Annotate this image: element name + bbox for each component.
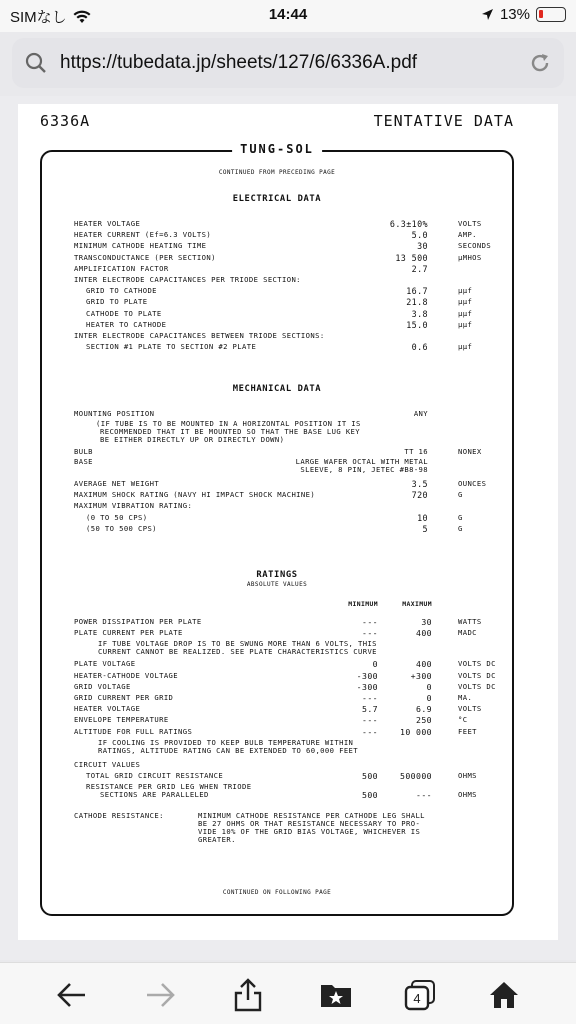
rating-max: 400 <box>416 628 432 639</box>
rating-max: 500000 <box>400 771 432 781</box>
spec-unit: μμf <box>458 308 473 318</box>
reload-icon[interactable] <box>516 38 564 88</box>
spec-label: INTER ELECTRODE CAPACITANCES PER TRIODE SECTION: <box>74 275 301 284</box>
rating-max: 0 <box>426 693 432 703</box>
rating-label: PLATE VOLTAGE <box>74 659 136 669</box>
spec-value: 30 <box>417 241 428 252</box>
spec-label: MOUNTING POSITION <box>74 409 155 418</box>
spec-value: SLEEVE, 8 PIN, JETEC #B8-98 <box>300 465 428 474</box>
rating-label: HEATER VOLTAGE <box>74 704 141 714</box>
spec-label: GRID TO CATHODE <box>86 286 157 296</box>
spec-unit: G <box>458 490 463 500</box>
rating-min: --- <box>362 715 378 726</box>
rating-unit: VOLTS DC <box>458 681 496 691</box>
rating-unit: OHMS <box>458 771 477 780</box>
rating-label: GRID VOLTAGE <box>74 681 131 691</box>
home-icon <box>488 980 520 1010</box>
rating-max: 6.9 <box>416 704 432 715</box>
rating-max: 10 000 <box>400 726 432 737</box>
spec-label: AVERAGE NET WEIGHT <box>74 479 160 488</box>
spec-value: 21.8 <box>406 297 428 308</box>
rating-min: --- <box>362 617 378 627</box>
spec-label: HEATER VOLTAGE <box>74 219 141 228</box>
bookmarks-button[interactable] <box>314 975 358 1015</box>
rating-label: TOTAL GRID CIRCUIT RESISTANCE <box>86 771 224 780</box>
rating-unit: VOLTS DC <box>458 670 496 680</box>
spec-value: 13 500 <box>395 252 428 263</box>
spec-value: LARGE WAFER OCTAL WITH METAL <box>295 457 428 466</box>
data-frame <box>40 142 514 916</box>
spec-value: 3.8 <box>411 308 428 319</box>
rating-max: 250 <box>416 715 432 726</box>
note-line: IF COOLING IS PROVIDED TO KEEP BULB TEMPERATURE WITHIN <box>98 737 354 747</box>
rating-unit: WATTS <box>458 617 482 626</box>
rating-max: 0 <box>426 681 432 692</box>
rating-unit: VOLTS DC <box>458 659 496 669</box>
spec-label: MAXIMUM SHOCK RATING (NAVY HI IMPACT SHOCK MACHINE) <box>74 490 316 500</box>
spec-value: TT 16 <box>404 447 428 456</box>
rating-min: --- <box>362 628 378 639</box>
section-subheading: ABSOLUTE VALUES <box>246 581 308 588</box>
address-bar[interactable] <box>12 38 564 88</box>
tabs-icon <box>403 979 437 1011</box>
spec-value: 0.6 <box>411 342 428 353</box>
battery-icon <box>536 7 566 22</box>
forward-arrow-icon <box>145 982 175 1008</box>
rating-label: ALTITUDE FOR FULL RATINGS <box>74 726 193 736</box>
rating-label: CIRCUIT VALUES <box>74 759 141 769</box>
rating-label: RESISTANCE PER GRID LEG WHEN TRIODE <box>86 782 252 792</box>
section-heading: RATINGS <box>256 570 298 580</box>
tabs-button[interactable] <box>398 975 442 1015</box>
bookmark-folder-icon <box>319 981 353 1009</box>
spec-value: 2.7 <box>411 263 428 274</box>
share-icon <box>233 978 263 1012</box>
note-line: VIDE 10% OF THE GRID BIAS VOLTAGE, WHICHEVER IS <box>198 827 421 837</box>
column-header: MAXIMUM <box>402 600 432 608</box>
rating-min: --- <box>362 693 378 703</box>
data-status: TENTATIVE DATA <box>373 112 514 130</box>
rating-min: -300 <box>356 670 378 681</box>
spec-label: MAXIMUM VIBRATION RATING: <box>74 501 193 511</box>
rating-unit: VOLTS <box>458 704 482 714</box>
note-line: IF TUBE VOLTAGE DROP IS TO BE SWUNG MORE THAN 6 VOLTS, THIS <box>98 639 377 649</box>
spec-label: (50 TO 500 CPS) <box>86 523 157 533</box>
rating-label: SECTIONS ARE PARALLELED <box>100 790 209 800</box>
rating-label: PLATE CURRENT PER PLATE <box>74 628 183 638</box>
spec-label: GRID TO PLATE <box>86 297 148 307</box>
spec-label: INTER ELECTRODE CAPACITANCES BETWEEN TRIODE SECTIONS: <box>74 331 325 340</box>
spec-unit: OUNCES <box>458 479 487 488</box>
rating-unit: °C <box>458 715 468 725</box>
spec-label: CATHODE TO PLATE <box>86 308 162 318</box>
note-line: CURRENT CANNOT BE REALIZED. SEE PLATE CHARACTERISTICS CURVE <box>98 647 377 657</box>
rating-label: GRID CURRENT PER GRID <box>74 693 174 702</box>
spec-unit: G <box>458 523 463 533</box>
back-button[interactable] <box>50 975 94 1015</box>
spec-value: 15.0 <box>406 319 428 330</box>
note-line: BE EITHER DIRECTLY UP OR DIRECTLY DOWN) <box>100 435 285 444</box>
rating-unit: MA. <box>458 693 473 702</box>
spec-value: 5.0 <box>411 230 428 241</box>
note-line: MINIMUM CATHODE RESISTANCE PER CATHODE LEG SHALL <box>198 811 425 821</box>
rating-label: POWER DISSIPATION PER PLATE <box>74 617 202 626</box>
note-line: (IF TUBE IS TO BE MOUNTED IN A HORIZONTAL POSITION IT IS <box>96 419 361 428</box>
url-text[interactable]: https://tubedata.jp/sheets/127/6/6336A.pdf <box>60 52 418 73</box>
tube-type: 6336A <box>40 112 91 130</box>
rating-label: ENVELOPE TEMPERATURE <box>74 715 169 725</box>
spec-label: AMPLIFICATION FACTOR <box>74 263 169 273</box>
rating-unit: FEET <box>458 726 477 736</box>
section-heading: MECHANICAL DATA <box>232 384 322 394</box>
clock: 14:44 <box>268 6 308 23</box>
pdf-page <box>18 104 558 940</box>
rating-min: 0 <box>372 659 378 670</box>
spec-value: ANY <box>413 409 428 418</box>
spec-label: BASE <box>74 457 93 466</box>
spec-value: 5 <box>422 523 428 534</box>
brand-logo: TUNG-SOL <box>232 142 322 156</box>
home-button[interactable] <box>482 975 526 1015</box>
spec-unit: G <box>458 512 463 522</box>
spec-unit: μμf <box>458 319 473 329</box>
spec-value: 6.3±10% <box>389 219 428 229</box>
rating-unit: MADC <box>458 628 477 638</box>
rating-min: -300 <box>356 681 378 692</box>
spec-label: SECTION #1 PLATE TO SECTION #2 PLATE <box>86 342 257 352</box>
spec-unit: SECONDS <box>458 241 492 251</box>
spec-label: BULB <box>74 447 93 456</box>
back-arrow-icon <box>57 982 87 1008</box>
spec-value: 16.7 <box>406 286 428 297</box>
continued-on: CONTINUED ON FOLLOWING PAGE <box>222 889 332 896</box>
spec-unit: NONEX <box>458 447 482 456</box>
rating-min: 500 <box>362 790 378 801</box>
rating-max: --- <box>416 790 432 801</box>
browser-toolbar <box>0 962 576 1024</box>
continued-from: CONTINUED FROM PRECEDING PAGE <box>218 169 336 176</box>
note-line: RATINGS, ALTITUDE RATING CAN BE EXTENDED TO 60,000 FEET <box>98 745 358 755</box>
column-header: MINIMUM <box>348 600 378 608</box>
spec-label: HEATER TO CATHODE <box>86 319 167 329</box>
spec-label: (0 TO 50 CPS) <box>86 512 148 522</box>
spec-value: 3.5 <box>411 479 428 489</box>
tab-count: 4 <box>413 991 421 1006</box>
spec-unit: VOLTS <box>458 219 482 228</box>
share-button[interactable] <box>226 975 270 1015</box>
rating-max: 30 <box>421 617 432 627</box>
spec-unit: AMP. <box>458 230 477 240</box>
spec-unit: μμf <box>458 297 473 307</box>
status-bar <box>0 0 576 32</box>
note-line: BE 27 OHMS OR THAT RESISTANCE NECESSARY TO PRO- <box>198 819 421 829</box>
rating-min: 5.7 <box>362 704 378 715</box>
rating-max: +300 <box>410 670 432 681</box>
spec-label: MINIMUM CATHODE HEATING TIME <box>74 241 207 251</box>
rating-min: 500 <box>362 771 378 781</box>
rating-max: 400 <box>416 659 432 670</box>
carrier-label: SIMなし <box>10 9 67 26</box>
search-icon <box>12 38 60 88</box>
note-line: RECOMMENDED THAT IT BE MOUNTED SO THAT THE BASE LUG KEY <box>100 427 360 436</box>
forward-button[interactable] <box>138 975 182 1015</box>
spec-unit: μMHOS <box>458 252 482 262</box>
rating-label: CATHODE RESISTANCE: <box>74 811 164 821</box>
spec-label: HEATER CURRENT (Ef=6.3 VOLTS) <box>74 230 212 240</box>
spec-unit: μμf <box>458 342 473 352</box>
spec-label: TRANSCONDUCTANCE (PER SECTION) <box>74 252 216 262</box>
battery-percent: 13% <box>499 6 530 23</box>
rating-label: HEATER-CATHODE VOLTAGE <box>74 670 178 680</box>
note-line: GREATER. <box>198 835 236 845</box>
rating-min: --- <box>362 726 378 737</box>
spec-value: 10 <box>417 512 428 523</box>
spec-value: 720 <box>411 490 428 501</box>
rating-unit: OHMS <box>458 790 477 800</box>
spec-unit: μμf <box>458 286 473 296</box>
location-arrow-icon <box>481 8 494 21</box>
section-heading: ELECTRICAL DATA <box>232 194 322 204</box>
